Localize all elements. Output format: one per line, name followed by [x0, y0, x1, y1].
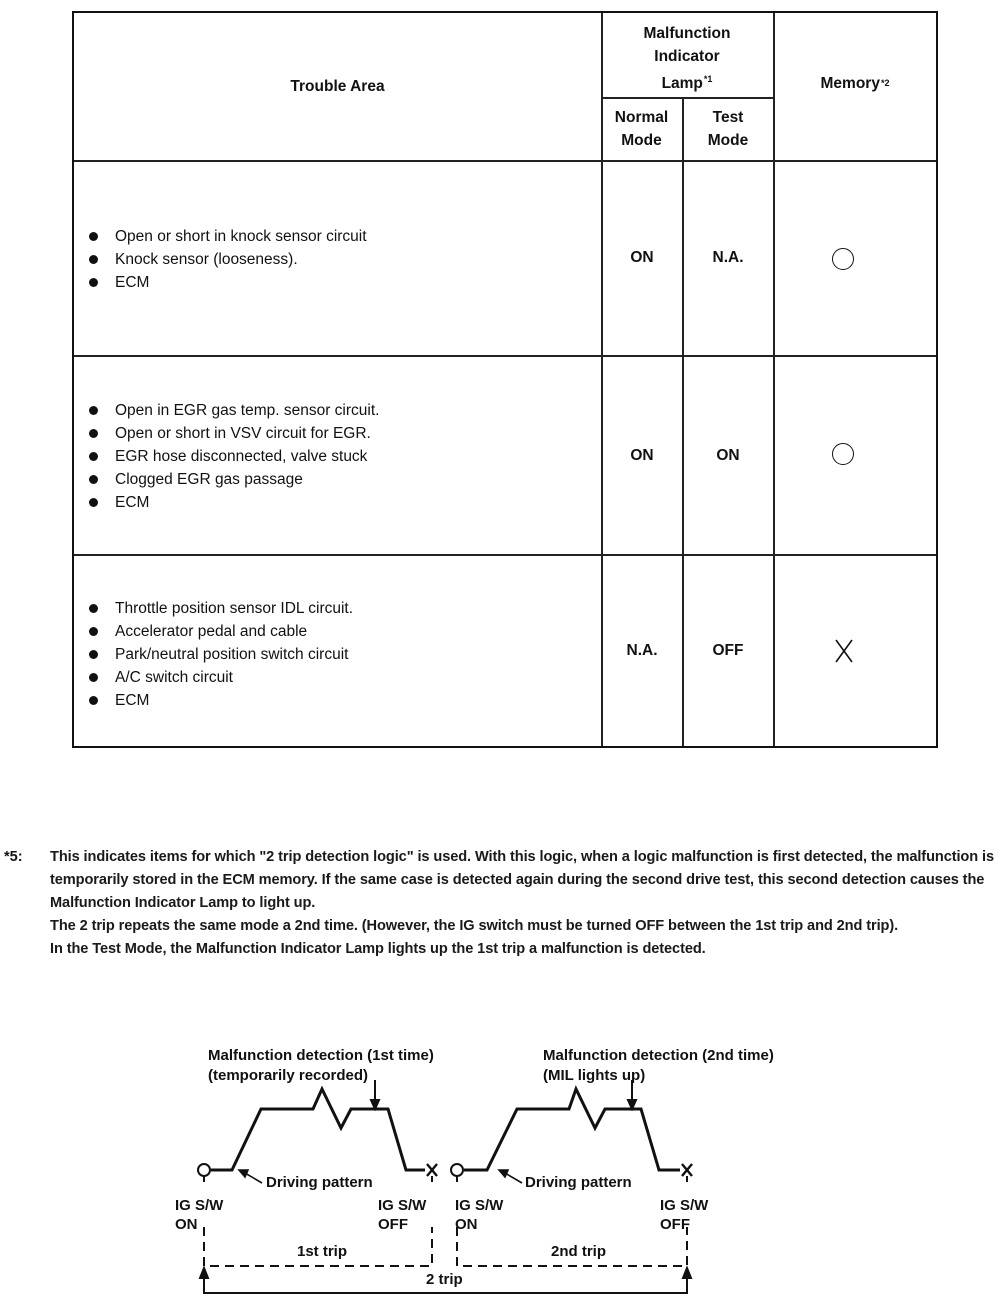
trouble-area-list: [88, 399, 379, 514]
list-item: Knock sensor (looseness).: [88, 248, 367, 271]
header-trouble-area-label: Trouble Area: [290, 78, 385, 95]
header-test-mode-label: Test Mode: [707, 109, 749, 149]
normal-mode-value: N.A.: [626, 642, 658, 659]
list-item: Park/neutral position switch circuit: [88, 643, 353, 666]
trouble-area-table: [72, 11, 938, 748]
trouble-area-list: [88, 225, 367, 294]
memory-circle-icon: [832, 443, 854, 465]
header-test-mode: [683, 99, 773, 159]
list-item: ECM: [88, 491, 379, 514]
memory-circle-icon: [832, 248, 854, 270]
driving-pattern-label: Driving pattern: [525, 1174, 632, 1191]
list-item: Open in EGR gas temp. sensor circuit.: [88, 399, 379, 422]
header-normal-mode: [601, 99, 682, 159]
footnote-ref: *2: [880, 77, 890, 88]
ig-on-circle-icon: [451, 1164, 463, 1176]
normal-mode-value: ON: [630, 249, 654, 266]
second-trip-label: 2nd trip: [551, 1243, 606, 1260]
two-trip-label: 2 trip: [426, 1271, 463, 1288]
list-item: ECM: [88, 689, 353, 712]
list-item: A/C switch circuit: [88, 666, 353, 689]
header-mil-label: Malfunction Indicator Lamp: [643, 24, 731, 92]
header-memory: [774, 13, 936, 153]
trouble-area-list: [88, 597, 353, 712]
list-item: Clogged EGR gas passage: [88, 468, 379, 491]
row-divider: [74, 355, 936, 357]
driving-pattern-label: Driving pattern: [266, 1174, 373, 1191]
footnote-paragraph: This indicates items for which "2 trip detection logic" is used. With this logic, when a logic malfunction is first detected, the malfunction is temporarily stored in the ECM memory. If the same case is detected again during the second drive test, this second detection causes the Malfunction Indicator Lamp to light up.: [50, 849, 994, 911]
ig-on-circle-icon: [198, 1164, 210, 1176]
test-mode-value: ON: [716, 446, 740, 464]
first-trip-label: 1st trip: [297, 1243, 348, 1260]
ig-switch-on-label: IG S/W ON: [455, 1197, 504, 1233]
header-trouble-area: [74, 13, 601, 160]
footnote-label: *5:: [4, 849, 23, 865]
footnote-ref: *1: [703, 73, 713, 84]
header-memory-label: Memory: [820, 74, 880, 92]
two-trip-diagram: [0, 1030, 1000, 1303]
driving-pattern-graph: [0, 1030, 1000, 1303]
memory-x-icon: [834, 638, 854, 664]
ig-switch-off-label: IG S/W OFF: [660, 1197, 709, 1233]
row-divider: [74, 554, 936, 556]
footnote-paragraph: In the Test Mode, the Malfunction Indicator Lamp lights up the 1st trip a malfunction is detected.: [50, 941, 706, 957]
normal-mode-value: ON: [630, 446, 654, 464]
header-normal-mode-label: Normal Mode: [614, 109, 669, 149]
footnote-paragraph: The 2 trip repeats the same mode a 2nd time. (However, the IG switch must be turned OFF between the 1st trip and 2nd trip).: [50, 918, 899, 934]
ig-switch-on-label: IG S/W ON: [175, 1197, 224, 1233]
footnote-text: [50, 846, 995, 961]
row-divider: [74, 160, 936, 162]
ig-switch-off-label: IG S/W OFF: [378, 1197, 427, 1233]
second-detection-label: Malfunction detection (2nd time) (MIL lights up): [543, 1047, 774, 1084]
list-item: ECM: [88, 271, 367, 294]
list-item: EGR hose disconnected, valve stuck: [88, 445, 379, 468]
list-item: Accelerator pedal and cable: [88, 620, 353, 643]
header-mil: [601, 19, 773, 97]
test-mode-value: N.A.: [712, 249, 744, 266]
list-item: Open or short in VSV circuit for EGR.: [88, 422, 379, 445]
test-mode-value: OFF: [712, 642, 744, 659]
list-item: Open or short in knock sensor circuit: [88, 225, 367, 248]
first-detection-label: Malfunction detection (1st time) (temporarily recorded): [208, 1047, 434, 1084]
list-item: Throttle position sensor IDL circuit.: [88, 597, 353, 620]
